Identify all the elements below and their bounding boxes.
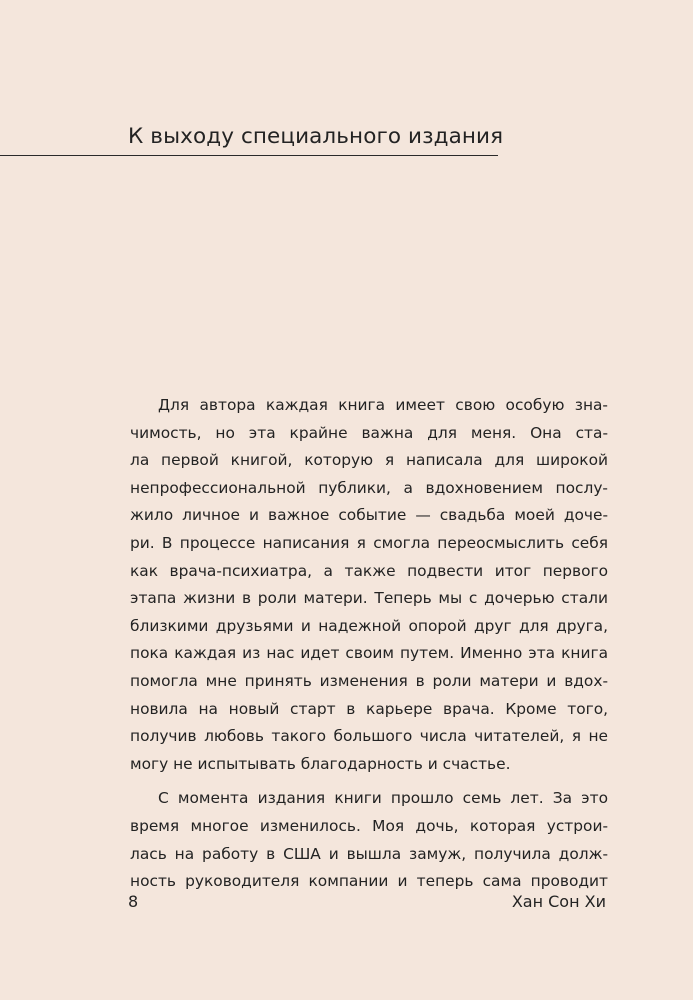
text-line: получив любовь такого большого числа читателей, я не: [130, 727, 608, 746]
text-line: ла первой книгой, которую я написала для широкой: [130, 451, 608, 470]
text-line: пока каждая из нас идет своим путем. Именно эта книга: [130, 644, 608, 663]
paragraph-2: [130, 785, 608, 895]
text-line: ри. В процессе написания я смогла переосмыслить себя: [130, 533, 608, 552]
text-line: время многое изменилось. Моя дочь, которая устрои-: [130, 816, 608, 835]
text-line: этапа жизни в роли матери. Теперь мы с дочерью стали: [130, 589, 608, 608]
running-footer-author: Хан Сон Хи: [511, 892, 606, 911]
text-line: ность руководителя компании и теперь сама проводит: [130, 872, 608, 891]
text-line: помогла мне принять изменения в роли матери и вдох-: [130, 671, 608, 690]
chapter-title: К выходу специального издания: [128, 124, 504, 149]
text-line: новила на новый старт в карьере врача. Кроме того,: [130, 699, 608, 718]
text-line: жило личное и важное событие — свадьба моей дoче-: [130, 506, 608, 525]
text-line: чимость, но эта крайне важна для меня. Она ста-: [130, 423, 608, 442]
text-line: С момента издания книги прошло семь лет. За это: [158, 789, 608, 808]
title-underline: [0, 155, 498, 156]
paragraph-1: [130, 392, 608, 778]
paragraph-gap: [130, 778, 608, 785]
page-number: 8: [128, 892, 139, 911]
text-line: Для автора каждая книга имеет свою особую зна-: [158, 396, 608, 414]
text-line: как врача-психиатра, а также подвести итог первого: [130, 561, 608, 580]
text-line: непрофессиональной публики, а вдохновением послу-: [130, 478, 608, 497]
body-text: [130, 392, 608, 896]
text-line: могу не испытывать благодарность и счастье.: [130, 754, 511, 773]
text-line: лась на работу в США и вышла замуж, получила долж-: [130, 844, 608, 863]
text-line: близкими друзьями и надежной опорой друг для друга,: [130, 616, 608, 635]
